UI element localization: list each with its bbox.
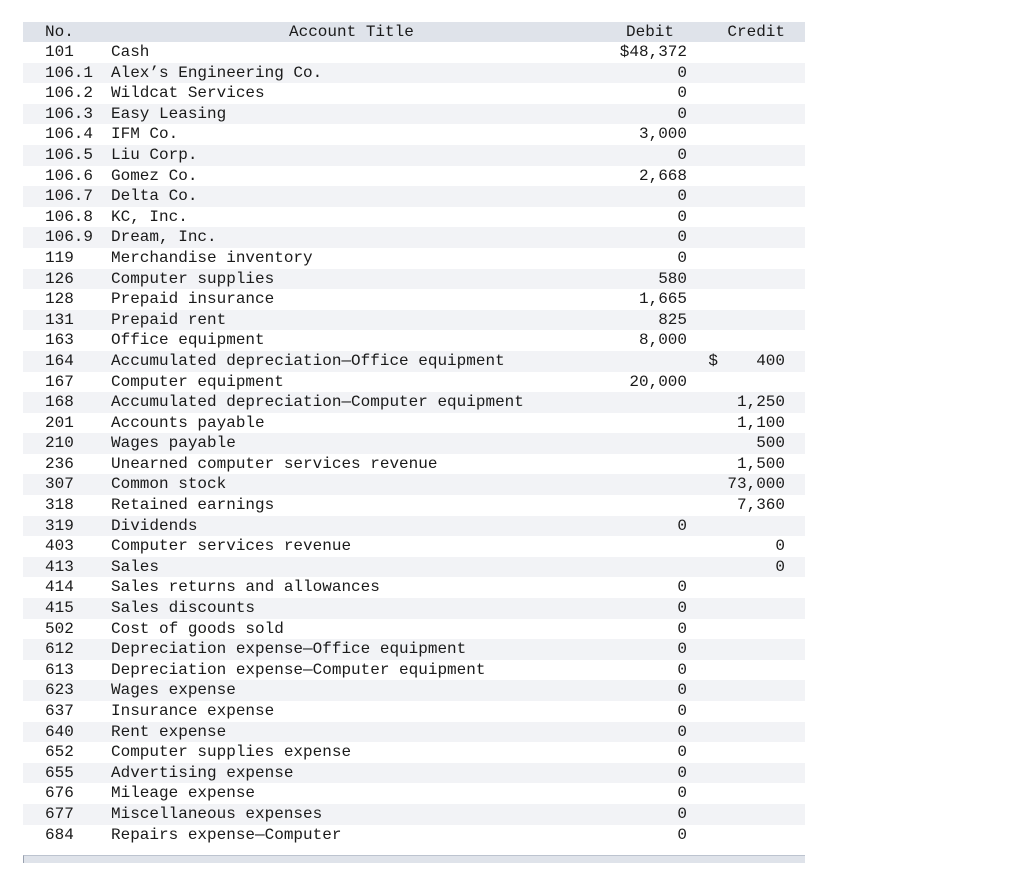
table-row [23, 269, 805, 290]
debit-amount: 0 [677, 702, 687, 720]
account-title: Retained earnings [111, 496, 275, 515]
account-number: 413 [45, 557, 74, 576]
credit-amount: 1,500 [736, 454, 785, 473]
account-title: Computer supplies [111, 269, 275, 288]
table-row [23, 42, 805, 63]
table-footer-bar [23, 855, 805, 863]
table-row [23, 474, 805, 495]
account-number: 640 [45, 722, 74, 741]
account-title: Insurance expense [111, 702, 275, 720]
table-row [23, 83, 805, 104]
header-no: No. [45, 23, 74, 41]
account-number: 106.7 [45, 187, 94, 206]
debit-amount: 1,665 [638, 290, 687, 309]
account-number: 684 [45, 825, 74, 844]
table-row [23, 495, 805, 516]
debit-amount: 0 [677, 104, 687, 123]
table-row [23, 248, 805, 269]
account-title: Gomez Co. [111, 166, 198, 185]
table-row [23, 722, 805, 743]
table-row [23, 104, 805, 125]
credit-amount: 1,250 [736, 393, 785, 412]
table-row [23, 598, 805, 619]
table-row [23, 372, 805, 393]
account-title: Computer services revenue [111, 537, 352, 556]
debit-amount: 0 [677, 681, 687, 700]
account-title: Sales returns and allowances [111, 578, 380, 597]
account-title: Advertising expense [111, 763, 294, 782]
account-title: Dream, Inc. [111, 228, 217, 247]
account-title: Wages payable [111, 434, 236, 453]
table-row [23, 227, 805, 248]
table-row [23, 619, 805, 640]
account-number: 319 [45, 516, 74, 535]
table-row [23, 289, 805, 310]
trial-balance-table [23, 22, 805, 845]
account-number: 236 [45, 454, 74, 473]
credit-amount: 0 [775, 537, 785, 556]
credit-amount: 0 [775, 557, 785, 576]
header-account-title: Account Title [289, 23, 414, 41]
header-credit: Credit [727, 23, 785, 41]
account-title: Accumulated depreciation—Computer equipment [111, 393, 524, 412]
account-number: 307 [45, 475, 74, 494]
table-row [23, 433, 805, 454]
debit-amount: 0 [677, 248, 687, 267]
account-number: 106.8 [45, 207, 94, 226]
table-row [23, 413, 805, 434]
account-number: 106.9 [45, 228, 94, 247]
table-row [23, 742, 805, 763]
account-title: Accounts payable [111, 413, 265, 432]
account-title: Sales discounts [111, 599, 256, 618]
account-number: 101 [45, 43, 74, 61]
account-title: Liu Corp. [111, 145, 198, 164]
debit-amount: 0 [677, 640, 687, 659]
account-number: 677 [45, 804, 74, 823]
account-title: Mileage expense [111, 784, 256, 803]
debit-amount: 0 [677, 722, 687, 741]
account-number: 210 [45, 434, 74, 453]
account-number: 106.1 [45, 63, 94, 82]
table-row [23, 639, 805, 660]
account-title: Dividends [111, 516, 198, 535]
credit-amount: 500 [756, 434, 785, 453]
debit-amount: 0 [677, 187, 687, 206]
debit-amount: 0 [677, 599, 687, 618]
debit-amount: 0 [677, 804, 687, 823]
account-number: 164 [45, 351, 74, 370]
account-title: Cost of goods sold [111, 619, 284, 638]
account-number: 612 [45, 640, 74, 659]
table-row [23, 660, 805, 681]
account-number: 163 [45, 331, 74, 350]
debit-amount: 0 [677, 516, 687, 535]
debit-amount: 0 [677, 825, 687, 844]
table-row [23, 516, 805, 537]
account-title: Computer equipment [111, 372, 284, 391]
table-row [23, 63, 805, 84]
table-row [23, 536, 805, 557]
account-title: Prepaid rent [111, 310, 227, 329]
account-number: 119 [45, 248, 74, 267]
debit-amount: 0 [677, 84, 687, 103]
account-title: Merchandise inventory [111, 248, 313, 267]
credit-amount: 400 [756, 351, 785, 370]
account-title: Wildcat Services [111, 84, 265, 103]
table-row [23, 763, 805, 784]
table-row [23, 454, 805, 475]
table-row [23, 351, 805, 372]
account-number: 106.2 [45, 84, 94, 103]
table-row [23, 577, 805, 598]
account-title: Miscellaneous expenses [111, 804, 323, 823]
account-title: IFM Co. [111, 125, 179, 144]
account-number: 652 [45, 743, 74, 762]
account-number: 106.6 [45, 166, 94, 185]
table-row [23, 186, 805, 207]
debit-amount: 0 [677, 784, 687, 803]
table-body [23, 42, 805, 845]
credit-amount: 7,360 [736, 496, 785, 515]
account-title: Easy Leasing [111, 104, 227, 123]
credit-amount: 73,000 [727, 475, 785, 494]
account-number: 502 [45, 619, 74, 638]
table-row [23, 166, 805, 187]
account-title: Computer supplies expense [111, 743, 352, 762]
account-number: 403 [45, 537, 74, 556]
debit-amount: 0 [677, 145, 687, 164]
debit-amount: 0 [677, 763, 687, 782]
account-number: 128 [45, 290, 74, 309]
account-number: 623 [45, 681, 74, 700]
account-title: Sales [111, 557, 160, 576]
debit-amount: 0 [677, 578, 687, 597]
debit-amount: 0 [677, 207, 687, 226]
debit-amount: 0 [677, 619, 687, 638]
table-row [23, 310, 805, 331]
debit-amount: 0 [677, 660, 687, 679]
debit-amount: 3,000 [638, 125, 687, 144]
account-number: 318 [45, 496, 74, 515]
account-title: Cash [111, 43, 150, 61]
account-number: 415 [45, 599, 74, 618]
table-row [23, 783, 805, 804]
debit-amount: $48,372 [619, 43, 687, 61]
debit-amount: 0 [677, 63, 687, 82]
account-title: Prepaid insurance [111, 290, 275, 309]
account-number: 106.3 [45, 104, 94, 123]
account-number: 168 [45, 393, 74, 412]
debit-amount: 580 [658, 269, 687, 288]
debit-amount: 0 [677, 228, 687, 247]
account-title: Rent expense [111, 722, 227, 741]
account-title: Alex’s Engineering Co. [111, 63, 323, 82]
table-header [23, 22, 805, 42]
table-row [23, 825, 805, 846]
header-debit: Debit [625, 23, 674, 41]
credit-amount: 1,100 [736, 413, 785, 432]
account-title: Common stock [111, 475, 227, 494]
account-title: Accumulated depreciation—Office equipment [111, 351, 505, 370]
account-number: 676 [45, 784, 74, 803]
account-number: 106.5 [45, 145, 94, 164]
credit-currency-symbol: $ [708, 351, 718, 370]
account-title: Unearned computer services revenue [111, 454, 438, 473]
debit-amount: 8,000 [638, 331, 687, 350]
account-number: 201 [45, 413, 74, 432]
account-title: Delta Co. [111, 187, 198, 206]
account-title: Depreciation expense—Office equipment [111, 640, 467, 659]
account-number: 131 [45, 310, 74, 329]
table-row [23, 330, 805, 351]
table-row [23, 804, 805, 825]
table-row [23, 207, 805, 228]
table-row [23, 701, 805, 722]
table-row [23, 145, 805, 166]
account-title: Repairs expense—Computer [111, 825, 342, 844]
account-number: 126 [45, 269, 74, 288]
account-number: 637 [45, 702, 74, 720]
debit-amount: 825 [658, 310, 687, 329]
table-row [23, 392, 805, 413]
account-number: 414 [45, 578, 74, 597]
account-title: Wages expense [111, 681, 236, 700]
account-number: 655 [45, 763, 74, 782]
table-row [23, 557, 805, 578]
table-row [23, 680, 805, 701]
account-title: Depreciation expense—Computer equipment [111, 660, 486, 679]
account-number: 106.4 [45, 125, 94, 144]
debit-amount: 2,668 [638, 166, 687, 185]
table-row [23, 124, 805, 145]
debit-amount: 20,000 [629, 372, 687, 391]
account-number: 613 [45, 660, 74, 679]
debit-amount: 0 [677, 743, 687, 762]
account-title: Office equipment [111, 331, 265, 350]
account-number: 167 [45, 372, 74, 391]
account-title: KC, Inc. [111, 207, 188, 226]
